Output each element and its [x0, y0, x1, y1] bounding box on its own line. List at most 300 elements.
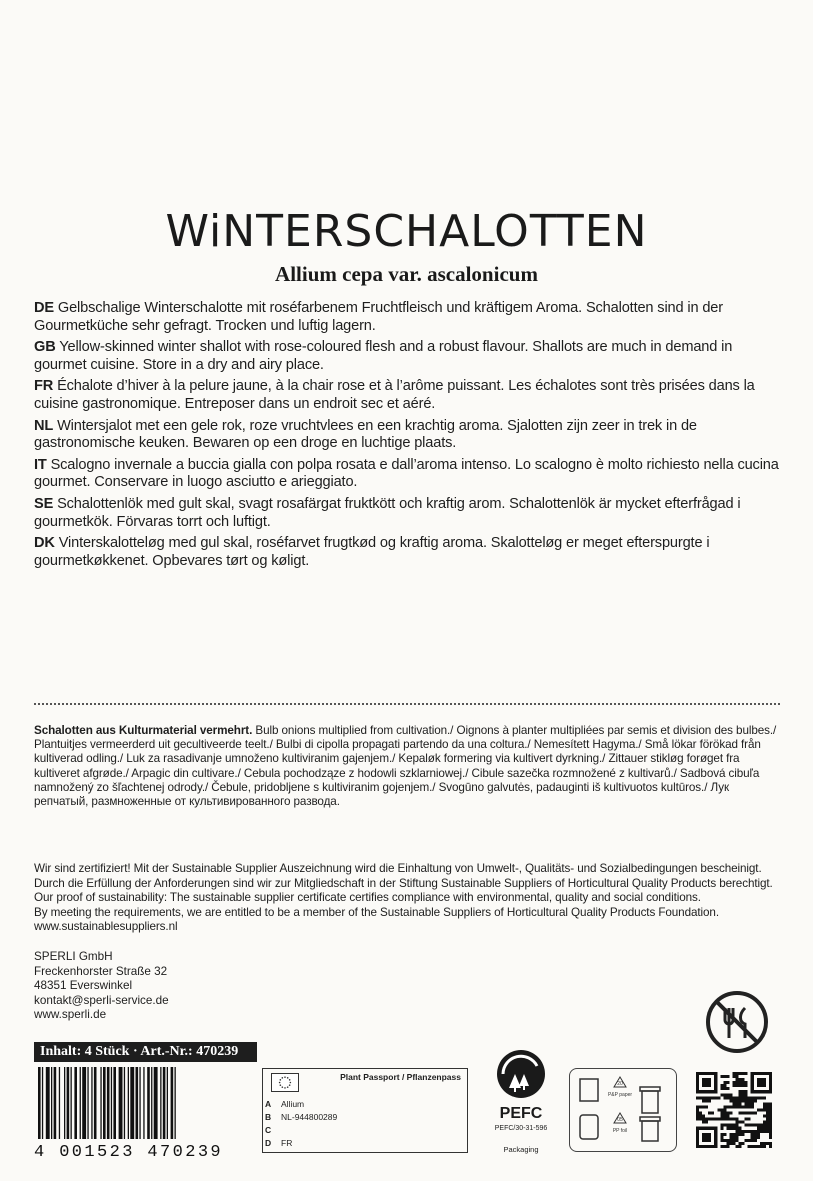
- barcode-bar: [54, 1067, 57, 1139]
- qr-module: [763, 1102, 766, 1105]
- qr-module: [754, 1130, 757, 1133]
- packaging-label: Packaging: [503, 1145, 539, 1154]
- qr-module: [739, 1121, 742, 1124]
- eu-star: [284, 1087, 286, 1089]
- qr-module: [732, 1099, 735, 1102]
- eu-star: [289, 1084, 291, 1086]
- qr-module: [696, 1096, 699, 1099]
- qr-module: [745, 1118, 748, 1121]
- qr-module: [699, 1112, 702, 1115]
- qr-module: [711, 1127, 714, 1130]
- qr-module: [705, 1105, 708, 1108]
- qr-module: [714, 1072, 717, 1075]
- recycling-info: [569, 1068, 677, 1152]
- qr-module: [729, 1093, 732, 1096]
- qr-module: [705, 1133, 708, 1136]
- qr-module: [714, 1136, 717, 1139]
- qr-module: [705, 1127, 708, 1130]
- qr-module: [732, 1075, 735, 1078]
- qr-module: [723, 1139, 726, 1142]
- qr-module: [702, 1145, 705, 1148]
- description-it: IT Scalogno invernale a buccia gialla con polpa rosata e dall’aroma intenso. Lo scalogno è molto richiesto nella cucina gourmet. Conservare in luogo asciutto e arieggiato.: [34, 456, 779, 491]
- qr-module: [736, 1130, 739, 1133]
- qr-module: [729, 1099, 732, 1102]
- qr-module: [705, 1078, 708, 1081]
- qr-module: [726, 1118, 729, 1121]
- qr-module: [696, 1072, 699, 1075]
- qr-module: [702, 1127, 705, 1130]
- qr-module: [723, 1084, 726, 1087]
- qr-module: [769, 1133, 772, 1136]
- qr-module: [696, 1136, 699, 1139]
- qr-module: [763, 1142, 766, 1145]
- qr-module: [699, 1072, 702, 1075]
- qr-module: [751, 1090, 754, 1093]
- qr-module: [732, 1096, 735, 1099]
- qr-module: [745, 1096, 748, 1099]
- barcode-number: 4 001523 470239: [34, 1143, 224, 1160]
- qr-module: [754, 1090, 757, 1093]
- qr-module: [751, 1139, 754, 1142]
- qr-module: [769, 1130, 772, 1133]
- qr-module: [723, 1093, 726, 1096]
- qr-module: [723, 1096, 726, 1099]
- qr-module: [708, 1133, 711, 1136]
- qr-module: [729, 1118, 732, 1121]
- qr-module: [720, 1084, 723, 1087]
- qr-module: [769, 1142, 772, 1145]
- barcode-bar: [171, 1067, 174, 1139]
- qr-module: [708, 1118, 711, 1121]
- passport-title: Plant Passport / Pflanzenpass: [340, 1072, 461, 1082]
- propagation-note: Schalotten aus Kulturmaterial vermehrt. Bulb onions multiplied from cultivation./ Oignons à planter multipliées par semis et division des bulbes./ Plantuitjes vermeerderd uit gecultiveerde teelt./ Bulbi di cipolla propagati partendo da una coltura./ Nemesített Hagyma./ Små lökar förökad från kultiverad odling./ Luk za rasadivanje umnoženo kultiviranim gajenjem./ Kepaløk formering via kultivert dyrkning./ Zittauer stikløg forøget fra kultiveret afgrøde./ Arpagic din cultivare./ Cebula pochodząze z hodowli szklarniowej./ Cibule sazečka rozmnožené z kultivarů./ Sadbová cibuľa namnožený zo šľachtenej odrody./ Čebule, pridobljene s kultiviranim gojenjem./ Svogūno galvutės, padauginti iš kultivuotos kultūros./ Лук репчатый, размноженные от культивированного развода.: [34, 724, 777, 809]
- qr-module: [726, 1087, 729, 1090]
- qr-module: [705, 1145, 708, 1148]
- qr-module: [769, 1072, 772, 1075]
- eu-star: [284, 1076, 286, 1078]
- qr-module: [729, 1133, 732, 1136]
- qr-module: [726, 1142, 729, 1145]
- barcode-bar: [38, 1067, 41, 1139]
- qr-module: [748, 1118, 751, 1121]
- qr-module: [742, 1078, 745, 1081]
- qr-module: [739, 1084, 742, 1087]
- qr-module: [717, 1096, 720, 1099]
- barcode-bar: [124, 1067, 125, 1139]
- qr-module: [736, 1105, 739, 1108]
- qr-module: [729, 1096, 732, 1099]
- qr-module: [757, 1081, 760, 1084]
- qr-module: [769, 1078, 772, 1081]
- qr-module: [726, 1105, 729, 1108]
- qr-module: [708, 1145, 711, 1148]
- qr-module: [705, 1090, 708, 1093]
- qr-module: [754, 1072, 757, 1075]
- barcode-bar: [87, 1067, 88, 1139]
- qr-module: [702, 1105, 705, 1108]
- qr-module: [754, 1133, 757, 1136]
- qr-module: [732, 1105, 735, 1108]
- qr-module: [736, 1121, 739, 1124]
- qr-module: [766, 1102, 769, 1105]
- qr-module: [745, 1112, 748, 1115]
- qr-module: [760, 1084, 763, 1087]
- eu-star: [280, 1079, 282, 1081]
- qr-module: [702, 1078, 705, 1081]
- qr-module: [714, 1145, 717, 1148]
- qr-module: [696, 1087, 699, 1090]
- qr-module: [708, 1136, 711, 1139]
- qr-module: [717, 1108, 720, 1111]
- qr-module: [696, 1105, 699, 1108]
- qr-module: [720, 1133, 723, 1136]
- barcode-bar: [46, 1067, 50, 1139]
- qr-module: [751, 1136, 754, 1139]
- qr-module: [742, 1084, 745, 1087]
- barcode-bar: [71, 1067, 72, 1139]
- qr-module: [766, 1090, 769, 1093]
- qr-module: [696, 1142, 699, 1145]
- qr-module: [726, 1124, 729, 1127]
- qr-module: [696, 1133, 699, 1136]
- qr-module: [769, 1112, 772, 1115]
- barcode-bar: [80, 1067, 81, 1139]
- qr-module: [760, 1078, 763, 1081]
- cert-line: Our proof of sustainability: The sustainable supplier certificate certifies compliance with environmental, quality and social conditions.: [34, 891, 701, 905]
- qr-module: [763, 1145, 766, 1148]
- barcode-bar: [103, 1067, 106, 1139]
- qr-module: [760, 1090, 763, 1093]
- qr-module: [736, 1081, 739, 1084]
- barcode-bar: [154, 1067, 158, 1139]
- qr-module: [708, 1127, 711, 1130]
- qr-module: [739, 1142, 742, 1145]
- qr-module: [696, 1115, 699, 1118]
- eu-star: [290, 1082, 292, 1084]
- barcode-bar: [107, 1067, 110, 1139]
- qr-module: [714, 1139, 717, 1142]
- barcode: [34, 1067, 257, 1160]
- qr-module: [699, 1145, 702, 1148]
- passport-row: B NL-944800289: [265, 1112, 338, 1122]
- qr-module: [769, 1121, 772, 1124]
- description-nl: NL Wintersjalot met een gele rok, roze vruchtvlees en een krachtig aroma. Sjalotten zijn zeer in trek in de gastronomische keuken. Bewaren op een droge en luchtige plaats.: [34, 417, 697, 452]
- qr-module: [769, 1105, 772, 1108]
- product-title: WiNTERSCHALOTTEN: [165, 206, 648, 257]
- qr-module: [745, 1105, 748, 1108]
- qr-module: [726, 1096, 729, 1099]
- qr-module: [742, 1130, 745, 1133]
- barcode-bar: [91, 1067, 92, 1139]
- barcode-bar: [59, 1067, 60, 1139]
- recycle-code-2: 05: [617, 1117, 623, 1123]
- qr-module: [757, 1072, 760, 1075]
- qr-module: [742, 1112, 745, 1115]
- qr-module: [714, 1118, 717, 1121]
- qr-module: [751, 1087, 754, 1090]
- qr-module: [760, 1108, 763, 1111]
- qr-module: [757, 1136, 760, 1139]
- qr-module: [751, 1096, 754, 1099]
- qr-module: [732, 1142, 735, 1145]
- qr-module: [720, 1127, 723, 1130]
- passport-row: A Allium: [265, 1099, 305, 1109]
- qr-module: [739, 1096, 742, 1099]
- qr-module: [723, 1075, 726, 1078]
- qr-module: [714, 1084, 717, 1087]
- qr-module: [748, 1139, 751, 1142]
- qr-module: [763, 1105, 766, 1108]
- qr-module: [748, 1145, 751, 1148]
- qr-module: [766, 1105, 769, 1108]
- qr-module: [696, 1112, 699, 1115]
- dotted-divider: [34, 703, 780, 705]
- barcode-bar: [42, 1067, 43, 1139]
- qr-module: [702, 1084, 705, 1087]
- qr-module: [714, 1133, 717, 1136]
- qr-module: [723, 1081, 726, 1084]
- qr-module: [726, 1093, 729, 1096]
- barcode-bar: [139, 1067, 140, 1139]
- qr-module: [745, 1084, 748, 1087]
- qr-module: [763, 1078, 766, 1081]
- qr-module: [754, 1112, 757, 1115]
- qr-module: [766, 1127, 769, 1130]
- qr-module: [739, 1112, 742, 1115]
- qr-module: [757, 1084, 760, 1087]
- qr-module: [705, 1096, 708, 1099]
- qr-module: [736, 1075, 739, 1078]
- company-address: [34, 950, 169, 1023]
- recycle-bin-icon: [570, 1069, 676, 1151]
- qr-module: [742, 1093, 745, 1096]
- qr-module: [714, 1075, 717, 1078]
- website-link[interactable]: www.sperli.de: [34, 1008, 107, 1022]
- email-link[interactable]: kontakt@sperli-service.de: [34, 993, 169, 1007]
- qr-module: [760, 1096, 763, 1099]
- qr-module: [745, 1072, 748, 1075]
- qr-module: [763, 1124, 766, 1127]
- barcode-bar: [94, 1067, 97, 1139]
- qr-module: [732, 1118, 735, 1121]
- qr-module: [699, 1118, 702, 1121]
- qr-module: [720, 1145, 723, 1148]
- qr-module: [736, 1136, 739, 1139]
- qr-module: [717, 1118, 720, 1121]
- qr-module: [751, 1072, 754, 1075]
- qr-module: [702, 1090, 705, 1093]
- qr-module: [742, 1121, 745, 1124]
- botanical-name: Allium cepa var. ascalonicum: [275, 262, 538, 286]
- qr-module: [736, 1102, 739, 1105]
- qr-module: [760, 1124, 763, 1127]
- qr-module: [711, 1090, 714, 1093]
- qr-module: [748, 1102, 751, 1105]
- qr-module: [702, 1096, 705, 1099]
- qr-module: [757, 1108, 760, 1111]
- qr-module: [714, 1130, 717, 1133]
- qr-module: [723, 1115, 726, 1118]
- qr-module: [739, 1099, 742, 1102]
- qr-module: [736, 1096, 739, 1099]
- qr-module: [739, 1102, 742, 1105]
- qr-module: [736, 1084, 739, 1087]
- qr-module: [739, 1081, 742, 1084]
- barcode-bar: [130, 1067, 134, 1139]
- recycle-code-1: 20: [617, 1081, 623, 1087]
- qr-module: [757, 1096, 760, 1099]
- qr-module: [729, 1127, 732, 1130]
- passport-row: C: [265, 1125, 272, 1135]
- qr-module: [736, 1145, 739, 1148]
- qr-module: [751, 1102, 754, 1105]
- qr-module: [726, 1112, 729, 1115]
- qr-module: [696, 1127, 699, 1130]
- qr-module: [729, 1105, 732, 1108]
- barcode-bar: [82, 1067, 86, 1139]
- qr-module: [702, 1081, 705, 1084]
- description-se: SE Schalottenlök med gult skal, svagt rosafärgat fruktkött och kraftig arom. Schalottenlök är mycket efterfrågad i gourmetkök. Förvaras torrt och luftigt.: [34, 495, 741, 530]
- qr-module: [736, 1118, 739, 1121]
- cert-link[interactable]: www.sustainablesuppliers.nl: [34, 920, 178, 934]
- qr-module: [754, 1139, 757, 1142]
- qr-module: [714, 1142, 717, 1145]
- qr-module: [708, 1072, 711, 1075]
- qr-module: [736, 1139, 739, 1142]
- certification-text: [34, 862, 780, 935]
- qr-module: [732, 1124, 735, 1127]
- qr-module: [726, 1075, 729, 1078]
- qr-module: [748, 1124, 751, 1127]
- eu-star: [287, 1086, 289, 1088]
- qr-module: [699, 1115, 702, 1118]
- qr-module: [769, 1090, 772, 1093]
- barcode-bar: [128, 1067, 129, 1139]
- qr-module: [732, 1136, 735, 1139]
- qr-module: [754, 1124, 757, 1127]
- qr-module: [702, 1099, 705, 1102]
- qr-module: [729, 1142, 732, 1145]
- qr-module: [699, 1096, 702, 1099]
- qr-module: [763, 1081, 766, 1084]
- barcode-bar: [64, 1067, 65, 1139]
- plant-passport: [262, 1068, 468, 1153]
- qr-module: [763, 1096, 766, 1099]
- qr-module: [711, 1072, 714, 1075]
- description-gb: GB Yellow-skinned winter shallot with rose-coloured flesh and a robust flavour. Shallots are much in demand in gourmet cuisine. Store in a dry and airy place.: [34, 339, 733, 373]
- qr-module: [739, 1078, 742, 1081]
- qr-module: [769, 1081, 772, 1084]
- qr-module: [726, 1081, 729, 1084]
- qr-module: [763, 1108, 766, 1111]
- description-de: DE Gelbschalige Winterschalotte mit roséfarbenem Fruchtfleisch und kräftigem Aroma. Schalotten sind in der Gourmetküche sehr gefragt. Trocken und luftig lagern.: [34, 300, 723, 334]
- qr-module: [720, 1087, 723, 1090]
- qr-module: [739, 1105, 742, 1108]
- qr-module: [708, 1081, 711, 1084]
- qr-module: [763, 1121, 766, 1124]
- qr-module: [723, 1108, 726, 1111]
- qr-module: [726, 1139, 729, 1142]
- qr-module: [729, 1136, 732, 1139]
- qr-module: [760, 1145, 763, 1148]
- qr-module: [705, 1081, 708, 1084]
- qr-module: [739, 1072, 742, 1075]
- qr-module: [763, 1130, 766, 1133]
- qr-module: [736, 1072, 739, 1075]
- barcode-bar: [143, 1067, 144, 1139]
- qr-module: [699, 1127, 702, 1130]
- eu-star: [287, 1077, 289, 1079]
- qr-module: [754, 1136, 757, 1139]
- qr-module: [736, 1133, 739, 1136]
- barcode-bar: [74, 1067, 77, 1139]
- qr-module: [729, 1124, 732, 1127]
- qr-module: [763, 1115, 766, 1118]
- qr-module: [742, 1142, 745, 1145]
- qr-module: [742, 1133, 745, 1136]
- qr-module: [705, 1072, 708, 1075]
- qr-module: [745, 1124, 748, 1127]
- qr-module: [702, 1121, 705, 1124]
- qr-module: [769, 1124, 772, 1127]
- qr-module: [757, 1130, 760, 1133]
- eu-star: [279, 1082, 281, 1084]
- barcode-bar: [67, 1067, 70, 1139]
- pefc-label: PEFC: [499, 1105, 543, 1122]
- qr-module: [751, 1145, 754, 1148]
- qr-module: [745, 1093, 748, 1096]
- qr-module: [745, 1102, 748, 1105]
- qr-module: [751, 1099, 754, 1102]
- qr-code-icon[interactable]: [696, 1070, 772, 1150]
- qr-module: [769, 1087, 772, 1090]
- qr-module: [708, 1139, 711, 1142]
- qr-module: [754, 1145, 757, 1148]
- qr-module: [751, 1124, 754, 1127]
- qr-module: [751, 1081, 754, 1084]
- qr-module: [751, 1112, 754, 1115]
- qr-module: [739, 1127, 742, 1130]
- qr-module: [696, 1090, 699, 1093]
- barcode-bar: [147, 1067, 150, 1139]
- qr-module: [736, 1099, 739, 1102]
- qr-module: [726, 1115, 729, 1118]
- barcode-bar: [51, 1067, 52, 1139]
- qr-module: [766, 1142, 769, 1145]
- cert-line: By meeting the requirements, we are entitled to be a member of the Sustainable Suppliers of Horticultural Quality Products Foundation.: [34, 905, 719, 919]
- qr-module: [696, 1075, 699, 1078]
- qr-module: [760, 1072, 763, 1075]
- street: Freckenhorster Straße 32: [34, 964, 168, 978]
- pefc-code: PEFC/30-31-596: [494, 1125, 548, 1132]
- qr-module: [711, 1112, 714, 1115]
- qr-module: [751, 1130, 754, 1133]
- qr-module: [705, 1136, 708, 1139]
- qr-module: [720, 1118, 723, 1121]
- qr-module: [748, 1096, 751, 1099]
- qr-module: [742, 1099, 745, 1102]
- qr-module: [763, 1127, 766, 1130]
- qr-module: [769, 1108, 772, 1111]
- qr-module: [769, 1118, 772, 1121]
- qr-module: [714, 1087, 717, 1090]
- qr-module: [757, 1090, 760, 1093]
- qr-module: [726, 1127, 729, 1130]
- qr-module: [742, 1090, 745, 1093]
- qr-module: [723, 1145, 726, 1148]
- barcode-bar: [100, 1067, 101, 1139]
- qr-module: [745, 1099, 748, 1102]
